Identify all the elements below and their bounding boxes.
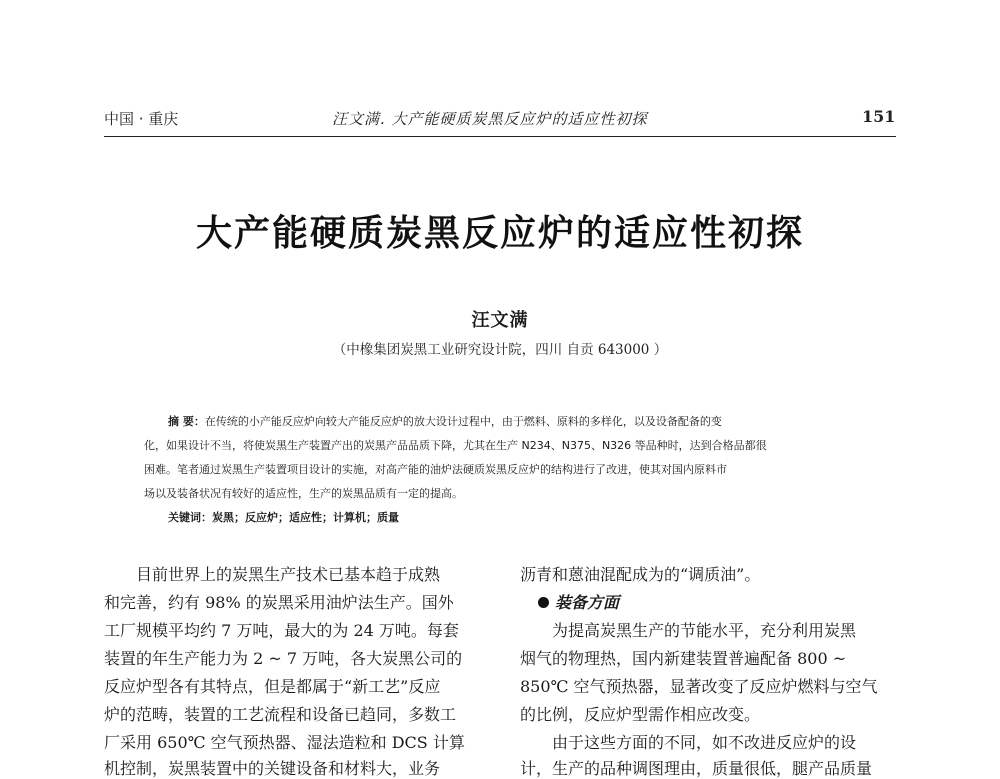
- section-heading-text: 装备方面: [555, 593, 620, 612]
- keywords-line: [168, 509, 399, 525]
- author-name: 汪文满: [471, 310, 529, 331]
- body-left-line-4: 装置的年生产能力为 2 ~ 7 万吨，各大炭黑公司的: [104, 649, 463, 668]
- bullet-icon: [538, 597, 549, 608]
- abstract-label: 摘 要：: [168, 415, 205, 428]
- running-header-title: 汪文满. 大产能硬质炭黑反应炉的适应性初探: [332, 110, 648, 128]
- abstract-line-1: [168, 413, 722, 429]
- body-right-line-7: 计，生产的品种调图理由，质量很低，腿产品质量: [520, 759, 873, 778]
- body-right-line-2: 为提高炭黑生产的节能水平，充分利用炭黑: [552, 621, 857, 640]
- running-header-location: 中国 · 重庆: [104, 110, 179, 128]
- body-left-line-3: 工厂规模平均约 7 万吨，最大的为 24 万吨。每套: [104, 621, 459, 640]
- body-right-line-3: 烟气的物理热，国内新建装置普遍配备 800 ~: [520, 649, 847, 668]
- body-right-line-1: 沥青和蒽油混配成为的“调质油”。: [520, 565, 761, 584]
- abstract-line-3: 困难。笔者通过炭黑生产装置项目设计的实施，对高产能的油炉法硬质炭黑反应炉的结构进行了改进，使其对国内原料市: [144, 463, 727, 476]
- body-left-line-6: 炉的范畴，装置的工艺流程和设备已趋同，多数工: [104, 705, 457, 724]
- body-right-line-4: 850℃ 空气预热器，显著改变了反应炉燃料与空气: [520, 677, 878, 696]
- keywords-label: 关键词：: [168, 511, 212, 524]
- body-right-line-5: 的比例，反应炉型需作相应改变。: [520, 705, 761, 724]
- abstract-line-2: 化，如果设计不当，将使炭黑生产装置产出的炭黑产品品质下降，尤其在生产 N234、N375、N326 等品种时，达到合格品都很: [144, 439, 767, 452]
- body-right-line-6: 由于这些方面的不同，如不改进反应炉的设: [552, 733, 857, 752]
- abstract-line-4: 场以及装备状况有较好的适应性，生产的炭黑品质有一定的提高。: [144, 487, 463, 500]
- body-left-line-2: 和完善，约有 98% 的炭黑采用油炉法生产。国外: [104, 593, 454, 612]
- header-rule: [104, 136, 896, 137]
- page-number: 151: [862, 107, 896, 126]
- section-heading-equipment: [538, 590, 619, 613]
- body-left-line-5: 反应炉型各有其特点，但是都属于“新工艺”反应: [104, 677, 441, 696]
- paper-title: 大产能硬质炭黑反应炉的适应性初探: [195, 212, 804, 254]
- abstract-text-1: 在传统的小产能反应炉向较大产能反应炉的放大设计过程中，由于燃料、原料的多样化，以及设备配备的变: [204, 415, 722, 428]
- author-affiliation: （中橡集团炭黑工业研究设计院，四川 自贡 643000 ）: [332, 342, 668, 358]
- body-left-line-1: 目前世界上的炭黑生产技术已基本趋于成熟: [136, 565, 441, 584]
- body-left-line-7: 厂采用 650℃ 空气预热器、湿法造粒和 DCS 计算: [104, 733, 465, 752]
- body-left-line-8: 机控制，炭黑装置中的关键设备和材料大，业务: [104, 759, 441, 778]
- keywords-text: 炭黑；反应炉；适应性；计算机；质量: [212, 511, 399, 524]
